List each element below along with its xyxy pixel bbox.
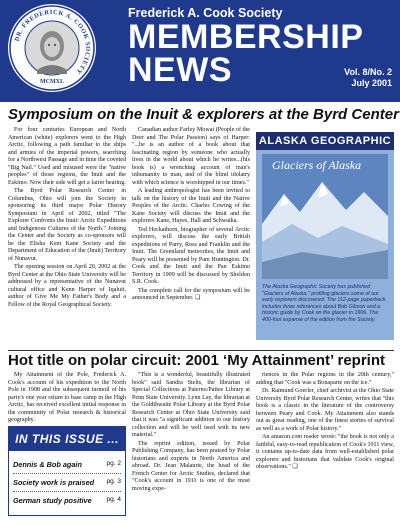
masthead-banner (0, 0, 400, 102)
in-this-issue-heading: IN THIS ISSUE ... (9, 427, 125, 451)
society-name: Frederick A. Cook Society (128, 6, 283, 20)
article2-column1 (8, 372, 126, 423)
book-cover-title: Glaciers of Alaska (272, 158, 362, 172)
toc-item-page: pg. 4 (106, 496, 121, 503)
toc-item-page: pg. 2 (106, 460, 121, 467)
paragraph: My Attainment of the Pole, Frederick A. Cook's account of his expedition to the North Pole in 1908 and the subsequent turmoil of his party's one year return to base camp in the High Arctic, has received excellent initial response in the community of Polar research & historical geography. (8, 372, 126, 423)
toc-item[interactable] (13, 478, 121, 487)
seal-emblem-icon (8, 4, 96, 92)
toc-item[interactable] (13, 496, 121, 505)
toc-item-label: Society work is praised (13, 478, 95, 487)
section-divider (8, 350, 394, 351)
article2-headline: Hot title on polar circuit: 2001 ‘My Attainment’ reprint (8, 352, 385, 369)
in-this-issue-box (8, 426, 126, 516)
paragraph-text: The complete call for the symposium will be announced in September. (132, 287, 250, 301)
paragraph: Dr. Raimund Goerler, chief archivist at the Ohio State University Byrd Polar Research Center, writes that "this book is a classic in the literature of the controversy between Peary and Cook. My Attainment also stands out as great reading, one of the finest stories of survival as well as a work of Polar history." (256, 388, 394, 432)
article1-column1 (8, 127, 126, 350)
paragraph (256, 434, 394, 472)
toc-item[interactable] (13, 460, 121, 469)
article2-column2 (132, 372, 250, 518)
society-seal (6, 2, 98, 94)
paragraph: The reprint edition, issued by Polar Publishing Company, has been praised by Polar historians and experts in North America and abroad. Dr. Jean Malaurie, the head of the French Center for Arctic Studies, declared that "Cook's account in 1911 is one of the most moving expe- (132, 440, 250, 492)
paragraph: Canadian author Farley Mowat (People of the Deer and The Polar Passion) says of Harper: "...he is an author of a book about that fascinating region by someone who actually lives in the world about which he writes...(his book is) a wrenching account of man's inhumanity to man, and of the blind idolatry with which science is worshipped in our times." (132, 127, 250, 186)
paragraph: riences in the Polar regions in the 20th century," adding that "Cook was a Bonaparte on the ice." (256, 372, 394, 386)
promo-banner: ALASKA GEOGRAPHIC (256, 132, 394, 150)
svg-text:MCMXL: MCMXL (40, 79, 64, 85)
paragraph: The Byrd Polar Research Center in Columbus, Ohio will join the Society in sponsoring its third major Polar History Symposium in April of 2002, titled "The Explorer Confronts the Inuit: Arctic Expeditions and Indigenous Cultures of the North." Joining the Center and the Society as co-sponsors will be the Elisha Kent Kane Society and the Department of Education of the (Inuit) Territory of Nunavut. (8, 188, 126, 262)
toc-item-label: German study positive (13, 496, 92, 505)
article1-column2 (132, 127, 250, 350)
paragraph: The opening session on April 20, 2002 at the Byrd Center at the Ohio State University will be addressed by a representative of the Nunavut cultural office and Kenn Harper of Iqaluit, author of Give Me My Father's Body and a Fellow of the Royal Geographical Society. (8, 264, 126, 308)
toc-divider (13, 473, 121, 474)
paragraph: Ted Heckathorn, biographer of several Arctic explorers, will discuss the early British expeditions of Parry, Ross and Franklin and the Inuit. The Greenland meteorites, the Inuit and Peary will be presented by Pam Huntington. Dr. Cook and the Inuit and the Pan Eskimo Territory in 1909 will be discussed by Sheldon S.R. Cook. (132, 226, 250, 285)
paragraph: For four centuries European and North American (white) explorers went to the High Arctic, following a path familiar to the ships and armies of the imperial powers, searching for a Northwest Passage and in time the coveted "Big Nail." Used and misused were the "native peoples" of those regions, the Inuit and the Eskimo. Now their side will get a fairer hearing. (8, 127, 126, 186)
promo-caption: The Alaska Geographic Society has published "Glaciers of Alaska," profiling glaciers some of our early explorers discovered. The 112-page paperback includes three references about Bob Gibson and a historic guide by Cook on the glacier in 1906. The 400-foot expanse of the edition from the Society. (262, 284, 386, 323)
masthead-title-line1: MEMBERSHIP (128, 18, 364, 56)
book-promo (256, 132, 394, 340)
issue-info (344, 67, 392, 89)
toc-item-label: Dennis & Bob again (13, 460, 82, 469)
paragraph: A leading anthropologist has been invited to talk on the history of the Inuit and the Native Peoples of the Arctic. Charles Cowing of the Kane Society will discuss the Inuit and the explorers Kane, Hayes, Hall and Schwatka. (132, 188, 250, 224)
paragraph (132, 288, 250, 303)
masthead-title-line2: NEWS (128, 51, 232, 89)
end-mark-icon: ❏ (194, 295, 201, 301)
paragraph: "This is a wonderful, beautifully illustrated book" said Sandra Stelts, the librarian of Special Collections at Paterno/Pattee Library at Penn State University. Lynn Lay, the librarian at the Goldthwaite Polar Library at the Byrd Polar Research Center at Ohio State University said that it was "a significant addition to our history collection and will be well used with its new material." (132, 372, 250, 438)
svg-text:DR. FREDERICK A. COOK SOCIETY: DR. FREDERICK A. COOK SOCIETY (13, 8, 92, 76)
article2-column3 (256, 372, 394, 518)
toc-item-page: pg. 3 (106, 478, 121, 485)
article1-headline: Symposium on the Inuit & explorers at the Byrd Center (8, 106, 399, 123)
volume-number: Vol. 8/No. 2 (344, 67, 392, 77)
paragraph-text: An amazon.com reader wrote: "the book is not only a faithful, easy-to-read republication of Cook's 1911 view, it contains up-to-date data from well-established polar explorers and historians that validate Cook's original observations." (256, 434, 394, 470)
issue-date: July 2001 (351, 78, 392, 88)
book-cover-image (262, 154, 388, 279)
toc-divider (13, 491, 121, 492)
end-mark-icon: ❏ (292, 464, 298, 470)
